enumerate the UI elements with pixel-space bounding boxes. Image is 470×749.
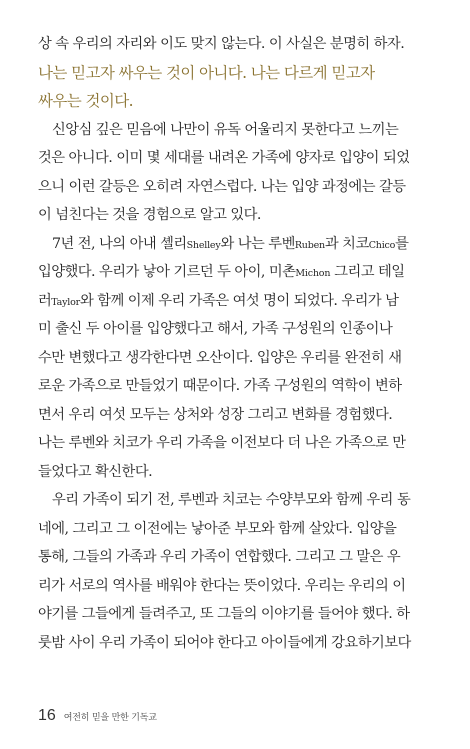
text-line: 것은 아니다. 이미 몇 세대를 내려온 가족에 양자로 입양이 되었 [38, 150, 410, 166]
text-line: 야기를 그들에게 들려주고, 또 그들의 이야기를 들어야 했다. 하 [38, 606, 410, 622]
text-run: 를 [395, 235, 409, 252]
latin-name: Chico [368, 239, 396, 251]
text-line: 이 넘친다는 것을 경험으로 알고 있다. [38, 207, 261, 223]
latin-name: Ruben [294, 239, 325, 251]
text-line: 우리 가족이 되기 전, 루벤과 치코는 수양부모와 함께 우리 동 [52, 492, 411, 508]
text-run: 그리고 테일 [330, 264, 405, 280]
text-line: 통해, 그들의 가족과 우리 가족이 연합했다. 그리고 그 말은 우 [38, 549, 401, 565]
text-run: 와 함께 이제 우리 가족은 여섯 명이 되었다. 우리가 남 [80, 292, 399, 309]
text-run: 러 [38, 292, 52, 309]
pull-quote-line: 나는 믿고자 싸우는 것이 아니다. 나는 다르게 믿고자 [38, 63, 375, 82]
latin-name: Michon [295, 268, 331, 279]
text-line: 상 속 우리의 자리와 이도 맞지 않는다. 이 사실은 분명히 하자. [38, 36, 405, 52]
text-line: 룻밤 사이 우리 가족이 되어야 한다고 아이들에게 강요하기보다 [38, 634, 411, 651]
page-number: 16 [38, 707, 56, 724]
text-line: 수만 변했다고 생각한다면 오산이다. 입양은 우리를 완전히 새 [38, 349, 402, 366]
latin-name: Taylor [51, 296, 80, 308]
text-run: 입양했다. 우리가 낳아 기르던 두 아이, 미촌 [38, 264, 296, 280]
text-line [38, 258, 434, 287]
latin-name: Shelley [186, 239, 221, 251]
text-line: 면서 우리 여섯 모두는 상처와 성장 그리고 변화를 경험했다. [38, 406, 393, 423]
text-line: 으니 이런 갈등은 오히려 자연스럽다. 나는 입양 과정에는 갈등 [38, 178, 406, 195]
text-run: 7년 전, 나의 아내 셸리 [52, 235, 187, 252]
pull-quote-line: 싸우는 것이다. [38, 92, 133, 110]
text-line: 로운 가족으로 만들었기 때문이다. 가족 구성원의 역학이 변하 [38, 378, 402, 394]
text-line [38, 287, 434, 316]
text-line: 네에, 그리고 그 이전에는 낳아준 부모와 함께 살았다. 입양을 [38, 520, 397, 537]
text-line: 미 출신 두 아이를 입양했다고 해서, 가족 구성원의 인종이나 [38, 321, 393, 337]
text-run: 와 나는 루벤 [220, 235, 295, 252]
running-title: 여전히 믿을 만한 기독교 [63, 713, 157, 723]
text-line [38, 230, 434, 259]
text-line: 들었다고 확신한다. [38, 463, 153, 480]
body-text [38, 30, 434, 657]
text-run: 과 치코 [324, 235, 369, 252]
text-line: 리가 서로의 역사를 배워야 한다는 뜻이었다. 우리는 우리의 이 [38, 577, 406, 594]
page-footer [38, 707, 157, 727]
text-line: 나는 루벤와 치코가 우리 가족을 이전보다 더 나은 가족으로 만 [38, 435, 406, 451]
text-line: 신앙심 깊은 믿음에 나만이 유독 어울리지 못한다고 느끼는 [52, 121, 399, 138]
